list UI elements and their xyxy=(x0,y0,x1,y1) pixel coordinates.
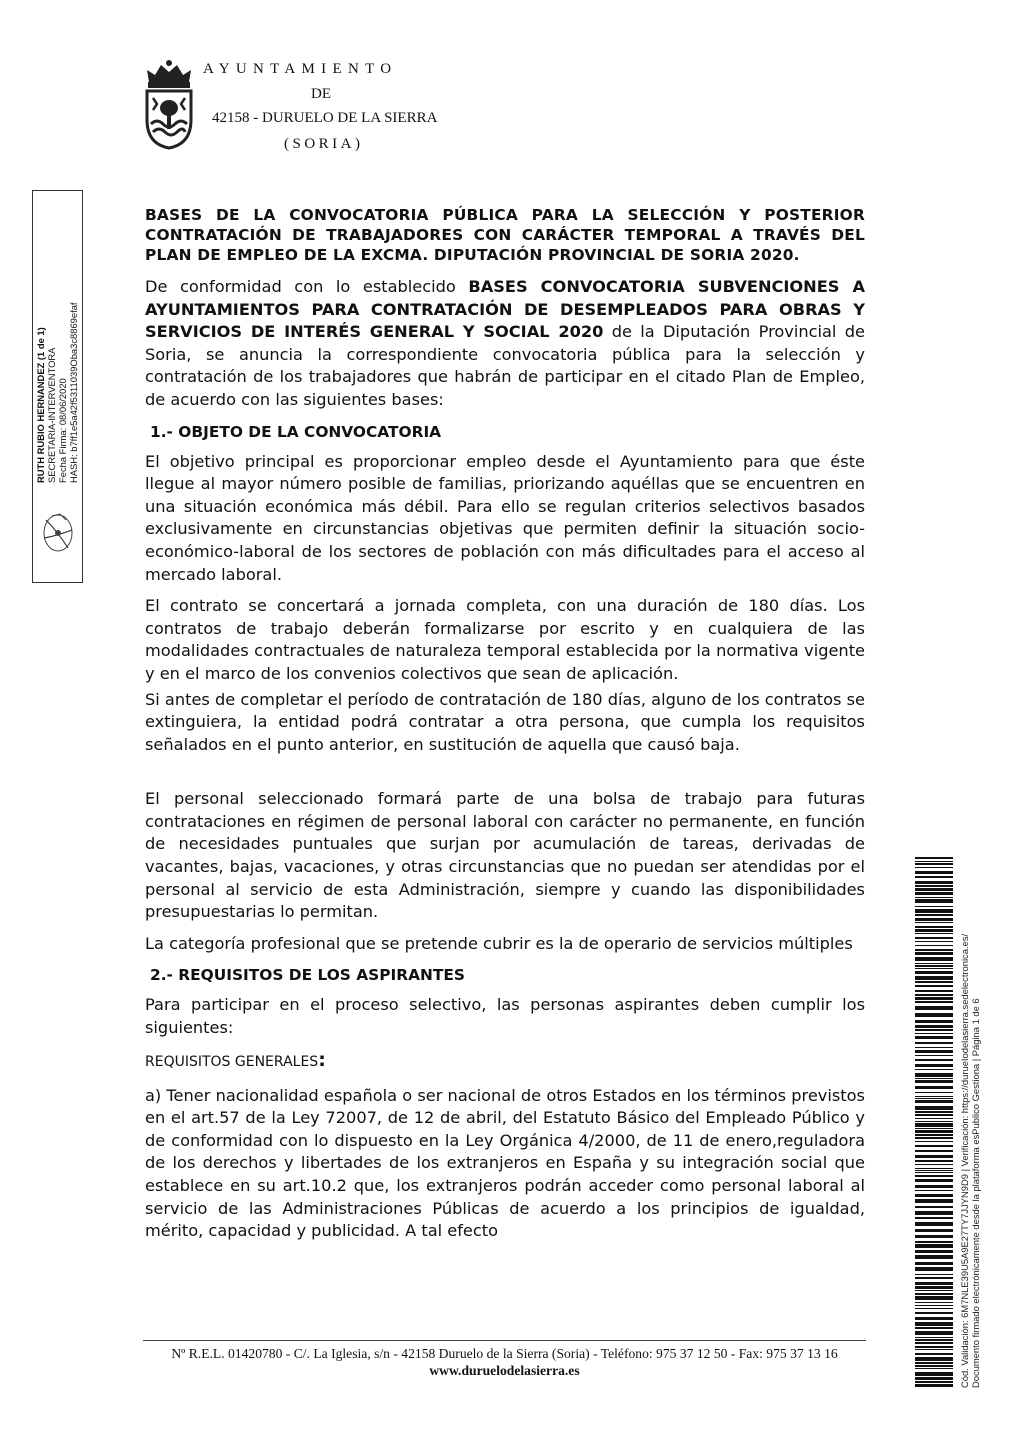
document-title: BASES DE LA CONVOCATORIA PÚBLICA PARA LA SELECCIÓN Y POSTERIOR CONTRATACIÓN DE TRABAJADORES CON CARÁCTER TEMPORAL A TRAVÉS DEL PLAN DE EMPLEO DE LA EXCMA. DIPUTACIÓN PROVINCIAL DE SORIA 2020. xyxy=(145,206,865,264)
barcode-bar xyxy=(915,1042,953,1044)
barcode-bar xyxy=(915,945,953,946)
barcode-bar xyxy=(915,1339,953,1341)
barcode-bar xyxy=(915,1036,953,1039)
barcode-bar xyxy=(915,906,953,907)
barcode-bar xyxy=(915,1357,953,1361)
barcode-bar xyxy=(915,926,953,928)
barcode-bar xyxy=(915,929,953,932)
barcode-bar xyxy=(915,1286,953,1289)
barcode-bar xyxy=(915,918,953,921)
barcode-bar xyxy=(915,1130,953,1133)
barcode-bar xyxy=(915,1342,953,1344)
barcode-bar xyxy=(915,1029,953,1031)
barcode-bar xyxy=(915,990,953,992)
barcode-bar xyxy=(915,1134,953,1136)
barcode-bar xyxy=(915,1377,953,1380)
barcode-bar xyxy=(915,1150,953,1152)
barcode-bar xyxy=(915,1305,953,1306)
barcode-bar xyxy=(915,965,953,967)
barcode-bar xyxy=(915,949,953,951)
signature-hash: HASH: b7ff1e5a42f5311039Oba3c8869efaf xyxy=(68,302,79,483)
barcode-bar xyxy=(915,1123,953,1127)
barcode-bar xyxy=(915,1267,953,1271)
barcode-bar xyxy=(915,1059,953,1061)
barcode-bar xyxy=(915,1111,953,1113)
barcode-bar xyxy=(915,1175,953,1177)
barcode-bar xyxy=(915,1118,953,1119)
section1-paragraph-5: La categoría profesional que se pretende cubrir es la de operario de servicios múltiples xyxy=(145,933,853,953)
barcode-bar xyxy=(915,1121,953,1122)
barcode-bar xyxy=(915,1106,953,1110)
section1-heading: 1.- OBJETO DE LA CONVOCATORIA xyxy=(150,422,442,441)
barcode-bar xyxy=(915,1372,953,1376)
requisitos-label-colon: : xyxy=(318,1048,326,1071)
barcode-bar xyxy=(915,1365,953,1367)
barcode-bar xyxy=(915,1092,953,1093)
barcode-bar xyxy=(915,1160,953,1162)
barcode-bar xyxy=(915,1194,953,1197)
barcode-bar xyxy=(915,997,953,1000)
barcode-bar xyxy=(915,881,953,884)
intro-prefix: De conformidad con lo establecido xyxy=(145,277,469,296)
barcode-bar xyxy=(915,933,953,934)
requisitos-label-text: REQUISITOS GENERALES xyxy=(145,1053,319,1070)
barcode-bar xyxy=(915,1353,953,1355)
header-town: 42158 - DURUELO DE LA SIERRA xyxy=(212,110,438,126)
barcode-bar xyxy=(915,1262,953,1265)
barcode-bar xyxy=(915,1114,953,1116)
barcode-bar xyxy=(915,892,953,895)
signature-seal-icon xyxy=(38,508,78,558)
barcode-bar xyxy=(915,985,953,987)
barcode-bar xyxy=(915,1050,953,1053)
barcode-bar xyxy=(915,1255,953,1259)
barcode-bar xyxy=(915,1317,953,1320)
verification-code: Cód. Validación: 6M7NLE39U5A9E27TY7JJYN9D9 | Verificación: https://durueIodelasierra.sedelectronica.es/ xyxy=(959,933,970,1388)
barcode-bar xyxy=(915,1296,953,1300)
barcode-bar xyxy=(915,1001,953,1003)
barcode-bar xyxy=(915,994,953,996)
barcode-bar xyxy=(915,976,953,980)
barcode-bar xyxy=(915,968,953,969)
barcode-bar xyxy=(915,1229,953,1232)
barcode-bar xyxy=(915,861,953,862)
barcode-bar xyxy=(915,1384,953,1387)
barcode-bar xyxy=(915,1282,953,1285)
barcode-bar xyxy=(915,1241,953,1243)
barcode-bar xyxy=(915,1155,953,1158)
barcode-bar xyxy=(915,1128,953,1129)
section1-paragraph-1: El objetivo principal es proporcionar empleo desde el Ayuntamiento para que éste llegue al mayor número posible de familias, priorizando aquéllas que se encuentren en una situación económica más débil. Para ello se regulan criterios selectivos basados exclusivamente en circunstancias objetivas que permiten definir la situación socio-económico-laboral de los sectores de población con más dificultades para el acceso al mercado laboral. xyxy=(145,451,865,584)
barcode-bar xyxy=(915,1006,953,1010)
barcode-bar xyxy=(915,1145,953,1147)
footer-website: www.duruelodelasierra.es xyxy=(429,1363,580,1378)
section1-paragraph-4: El personal seleccionado formará parte de una bolsa de trabajo para futuras contrataciones en régimen de personal laboral con carácter no permanente, en función de necesidades puntuales que surjan por acumulación de tareas, derivadas de vacantes, bajas, vacaciones, y otras circunstancias que no puedan ser atendidas por el personal al servicio de esta Administración, siempre y cuando las disponibilidades presupuestarias lo permitan. xyxy=(145,789,865,922)
signer-role: SECRETARIA-INTERVENTORA xyxy=(46,347,57,483)
barcode-bar xyxy=(915,937,953,939)
intro-suffix: de la Diputación Provincial de Soria, se anuncia la correspondiente convocatoria pública para la selección y contratación de los trabajadores que habrán de participar en el citado Plan de Empleo, de acuerdo con las siguientes bases: xyxy=(145,322,865,409)
barcode-bar xyxy=(915,957,953,961)
barcode-bar xyxy=(915,1055,953,1056)
barcode-bar xyxy=(915,922,953,923)
barcode-bar xyxy=(915,871,953,874)
barcode-bar xyxy=(915,1141,953,1142)
barcode-bar xyxy=(915,1312,953,1314)
barcode-bar xyxy=(915,1185,953,1188)
intro-paragraph xyxy=(145,276,865,412)
barcode-bar xyxy=(915,1190,953,1191)
signature-stamp-text xyxy=(35,193,79,483)
barcode-bar xyxy=(915,1096,953,1097)
barcode-bar xyxy=(915,981,953,983)
barcode-bar xyxy=(915,1331,953,1335)
barcode-bar xyxy=(915,1217,953,1219)
requisitos-generales-label xyxy=(145,1049,865,1073)
barcode-bar xyxy=(915,971,953,974)
barcode-bar xyxy=(915,899,953,903)
barcode-bar xyxy=(915,1381,953,1383)
barcode-bar xyxy=(915,1308,953,1309)
barcode-bar xyxy=(915,1235,953,1238)
footer-address: Nº R.E.L. 01420780 - C/. La Iglesia, s/n - 42158 Duruelo de la Sierra (Soria) - Teléfono: 975 37 12 50 - Fax: 975 37 13 16 xyxy=(171,1346,838,1361)
barcode-bar xyxy=(915,1033,953,1034)
barcode-bar xyxy=(915,1222,953,1226)
requisito-a-paragraph: a) Tener nacionalidad española o ser nacional de otros Estados en los términos previstos en el art.57 de la Ley 72007, de 12 de abril, del Estatuto Básico del Empleado Público y de conformidad con lo dispuesto en la Ley Orgánica 4/2000, de 11 de enero,reguladora de los derechos y libertades de los extranjeros en España y su integración social que establece en su art.10.2 que, los extranjeros podrán acceder como personal laboral al servicio de las Administraciones Públicas de acuerdo a los principios de igualdad, mérito, capacidad y publicidad. A tal efecto xyxy=(145,1085,865,1241)
barcode-bar xyxy=(915,1172,953,1173)
barcode-bar xyxy=(915,963,953,964)
barcode-bar xyxy=(915,1020,953,1023)
barcode-bar xyxy=(915,1362,953,1364)
barcode-bar xyxy=(915,897,953,898)
verification-text xyxy=(959,868,981,1388)
barcode-bar xyxy=(915,885,953,887)
barcode-bar xyxy=(915,876,953,878)
section2-heading: 2.- REQUISITOS DE LOS ASPIRANTES xyxy=(150,966,465,985)
barcode-bar xyxy=(915,1244,953,1248)
barcode-bar xyxy=(915,1274,953,1275)
barcode-bar xyxy=(915,1293,953,1295)
barcode-bar xyxy=(915,1302,953,1303)
signer-name: RUTH RUBIO HERNANDEZ (1 de 1) xyxy=(35,327,46,483)
barcode-bar xyxy=(915,1179,953,1182)
header-de: DE xyxy=(311,86,331,102)
header-province: (SORIA) xyxy=(284,136,364,152)
barcode-bar xyxy=(915,952,953,955)
header-municipality-title: AYUNTAMIENTO xyxy=(203,61,398,77)
barcode-bar xyxy=(915,863,953,865)
barcode-bar xyxy=(915,1337,953,1338)
barcode-bar xyxy=(915,1069,953,1070)
barcode-bar xyxy=(915,1164,953,1165)
signature-date: Fecha Firma: 08/06/2020 xyxy=(57,378,68,483)
municipal-crest-logo xyxy=(143,58,195,150)
barcode-bar xyxy=(915,857,953,859)
footer-divider xyxy=(143,1340,866,1341)
barcode-bar xyxy=(915,914,953,916)
barcode-bar xyxy=(915,1322,953,1326)
verification-platform: Documento firmado electrónicamente desde la plataforma esPublico Gestiona | Página 1 de 6 xyxy=(970,998,981,1388)
barcode-bar xyxy=(915,1080,953,1083)
barcode-bar xyxy=(915,1078,953,1079)
barcode-bar xyxy=(915,1368,953,1369)
barcode-bar xyxy=(915,1073,953,1077)
barcode-bar xyxy=(915,1086,953,1089)
barcode-bar xyxy=(915,888,953,891)
barcode-bar xyxy=(915,867,953,868)
barcode-bar xyxy=(915,1098,953,1099)
barcode-bar xyxy=(915,1206,953,1208)
barcode-bar xyxy=(915,1349,953,1350)
intro-bold-reference: BASES CONVOCATORIA SUBVENCIONES A AYUNTAMIENTOS PARA CONTRATACIÓN DE DESEMPLEADOS PARA OBRAS Y SERVICIOS DE INTERÉS GENERAL Y SOCIAL 2020 xyxy=(145,277,865,342)
barcode-bar xyxy=(915,1137,953,1139)
barcode-bar xyxy=(915,1290,953,1291)
barcode-bar xyxy=(915,1199,953,1203)
barcode-bar xyxy=(915,941,953,942)
barcode-bar xyxy=(915,1064,953,1067)
barcode-bar xyxy=(915,1250,953,1253)
section1-paragraph-3: Si antes de completar el período de contratación de 180 días, alguno de los contratos se extinguiera, la entidad podrá contratar a otra persona, que cumpla los requisitos señalados en el punto anterior, en sustitución de aquella que causó baja. xyxy=(145,689,865,754)
barcode-bar xyxy=(915,1346,953,1348)
verification-barcode xyxy=(915,857,953,1387)
barcode-bar xyxy=(915,1168,953,1169)
barcode-bar xyxy=(915,1277,953,1279)
barcode-bar xyxy=(915,1047,953,1048)
barcode-bar xyxy=(915,1211,953,1215)
barcode-bar xyxy=(915,1170,953,1171)
barcode-bar xyxy=(915,909,953,913)
barcode-bar xyxy=(915,1100,953,1103)
section1-paragraph-2: El contrato se concertará a jornada completa, con una duración de 180 días. Los contratos de trabajo deberán formalizarse por escrito y en cualquiera de las modalidades contractuales de naturaleza temporal establecida por la normativa vigente y en el marco de los convenios colectivos que sean de aplicación. xyxy=(145,596,865,683)
barcode-bar xyxy=(915,1025,953,1028)
document-body xyxy=(145,205,865,1252)
barcode-bar xyxy=(915,1013,953,1017)
section2-paragraph-1: Para participar en el proceso selectivo, las personas aspirantes deben cumplir los siguientes: xyxy=(145,995,865,1038)
barcode-bar xyxy=(915,1327,953,1329)
